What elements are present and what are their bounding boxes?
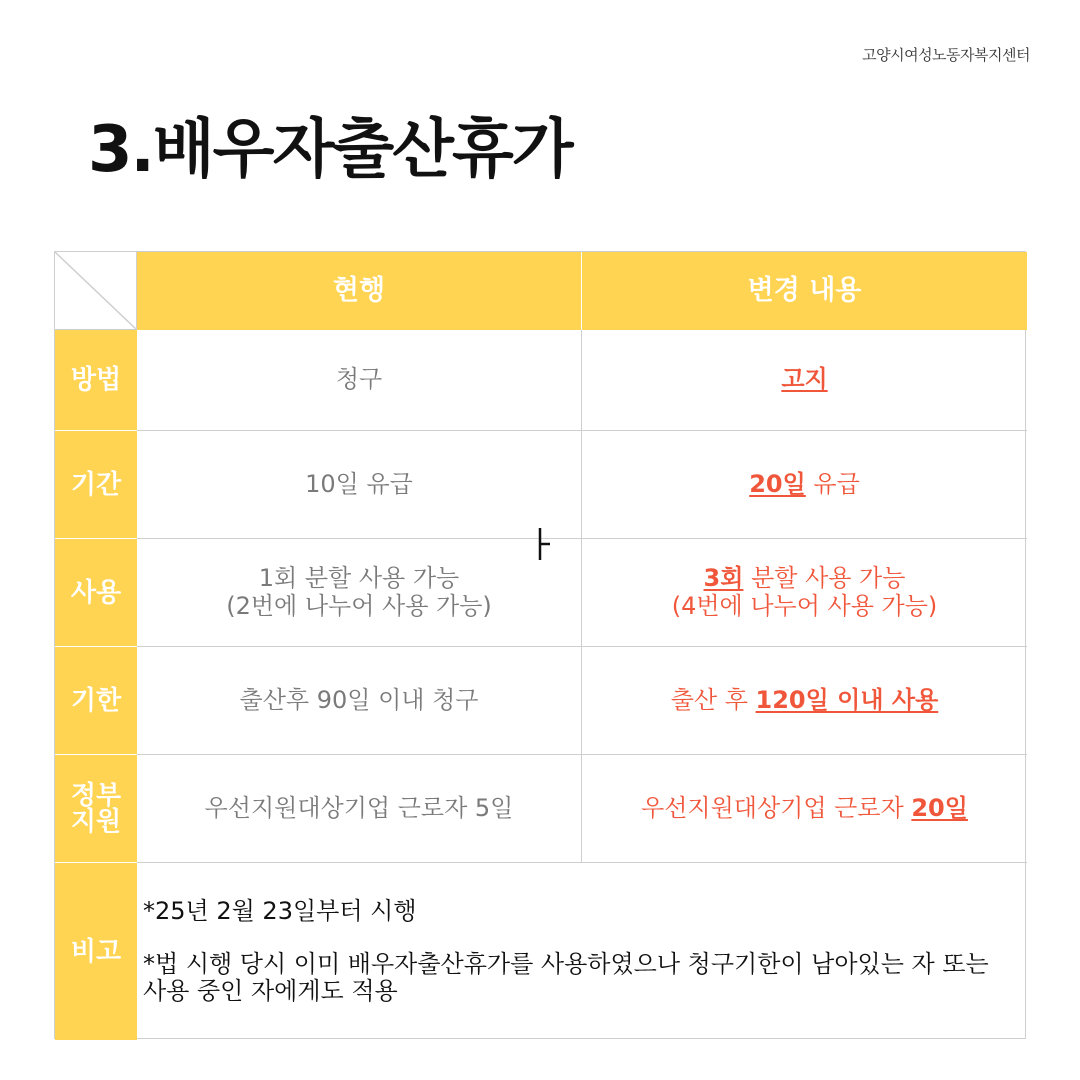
changed-usage: 3회 분할 사용 가능 (4번에 나누어 사용 가능) xyxy=(582,539,1027,647)
current-period: 10일 유급 xyxy=(137,431,582,539)
table-corner xyxy=(55,252,137,330)
current-method: 청구 xyxy=(137,330,582,431)
row-label-deadline: 기한 xyxy=(55,647,137,755)
changed-deadline: 출산 후 120일 이내 사용 xyxy=(582,647,1027,755)
changed-deadline-highlight: 120일 이내 사용 xyxy=(755,685,939,714)
row-label-usage: 사용 xyxy=(55,539,137,647)
changed-period-highlight: 20일 xyxy=(749,469,806,498)
row-label-method: 방법 xyxy=(55,330,137,431)
row-label-note: 비고 xyxy=(55,863,137,1040)
current-deadline: 출산후 90일 이내 청구 xyxy=(137,647,582,755)
note-content xyxy=(137,863,1027,1040)
changed-usage-highlight: 3회 xyxy=(703,563,744,592)
text-cursor-icon xyxy=(537,527,551,561)
changed-method-highlight: 고지 xyxy=(781,365,828,394)
note-line-application: *법 시행 당시 이미 배우자출산휴가를 사용하였으나 청구기한이 남아있는 자 또는 사용 중인 자에게도 적용 xyxy=(143,950,989,1005)
changed-government-support: 우선지원대상기업 근로자 20일 xyxy=(582,755,1027,863)
note-line-effective-date: *25년 2월 23일부터 시행 xyxy=(143,897,417,926)
organization-name: 고양시여성노동자복지센터 xyxy=(862,46,1030,64)
page-title: 3.배우자출산휴가 xyxy=(88,113,572,187)
row-label-government-support: 정부 지원 xyxy=(55,755,137,863)
current-government-support: 우선지원대상기업 근로자 5일 xyxy=(137,755,582,863)
comparison-table xyxy=(54,251,1026,1039)
current-usage: 1회 분할 사용 가능 (2번에 나누어 사용 가능) xyxy=(137,539,582,647)
changed-period: 20일 유급 xyxy=(582,431,1027,539)
diagonal-line-icon xyxy=(55,252,137,330)
changed-method xyxy=(582,330,1027,431)
changed-support-highlight: 20일 xyxy=(911,793,968,822)
column-header-changed: 변경 내용 xyxy=(582,252,1027,330)
column-header-current: 현행 xyxy=(137,252,582,330)
row-label-period: 기간 xyxy=(55,431,137,539)
